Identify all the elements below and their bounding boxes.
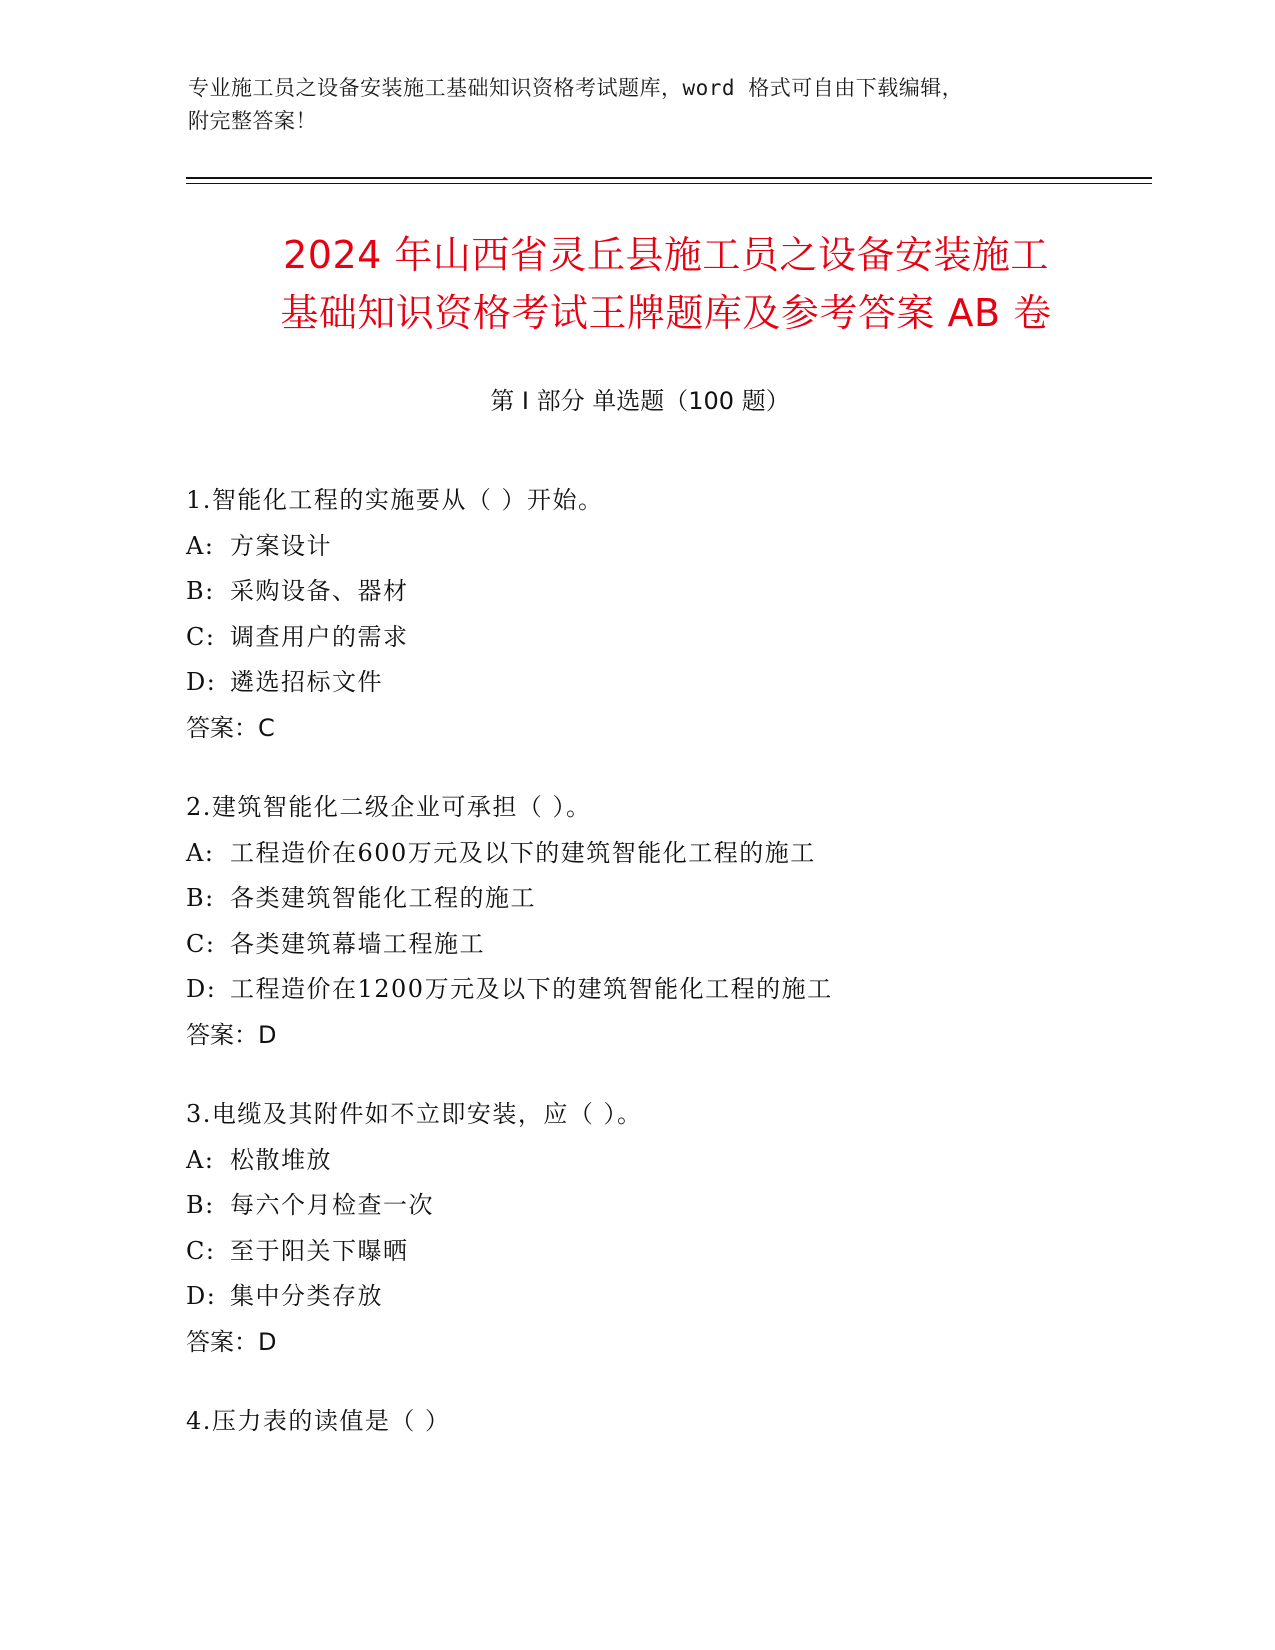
option-d <box>186 967 1146 1013</box>
option-text: 调查用户的需求 <box>230 622 409 651</box>
question-item <box>186 1399 1146 1445</box>
option-text: 各类建筑幕墙工程施工 <box>230 929 485 958</box>
question-stem: 2.建筑智能化二级企业可承担（ ）。 <box>186 793 592 821</box>
option-text: 工程造价在600万元及以下的建筑智能化工程的施工 <box>230 838 816 867</box>
option-b <box>186 876 1146 922</box>
option-text: 松散堆放 <box>230 1145 332 1174</box>
option-text: 遴选招标文件 <box>230 668 383 696</box>
option-letter: D: <box>186 1282 217 1310</box>
option-c <box>186 1229 1146 1275</box>
option-a <box>186 831 1146 877</box>
header-note-line-1: 专业施工员之设备安装施工基础知识资格考试题库，word 格式可自由下载编辑， <box>188 76 964 100</box>
option-letter: B: <box>186 577 215 605</box>
question-item <box>186 478 1146 751</box>
option-c <box>186 922 1146 968</box>
option-letter: D: <box>186 975 217 1003</box>
option-letter: B: <box>186 884 215 912</box>
answer-line: 答案：D <box>186 1327 277 1356</box>
header-divider-thin <box>186 183 1152 184</box>
question-item <box>186 1092 1146 1365</box>
document-title-line-2: 基础知识资格考试王牌题库及参考答案 AB 卷 <box>280 291 1052 335</box>
option-b <box>186 1183 1146 1229</box>
option-text: 各类建筑智能化工程的施工 <box>230 884 536 912</box>
option-letter: C: <box>186 929 216 958</box>
question-stem: 1.智能化工程的实施要从（ ）开始。 <box>186 486 604 514</box>
option-text: 至于阳关下曝晒 <box>230 1236 409 1265</box>
question-item <box>186 785 1146 1058</box>
header-note-line-2: 附完整答案！ <box>188 109 317 133</box>
question-stem: 3.电缆及其附件如不立即安装，应（ ）。 <box>186 1100 643 1128</box>
section-heading: 第 I 部分 单选题（100 题） <box>490 387 790 415</box>
option-c <box>186 615 1146 661</box>
option-letter: A: <box>186 838 215 867</box>
question-stem: 4.压力表的读值是（ ） <box>186 1407 451 1435</box>
answer-line: 答案：C <box>186 713 275 742</box>
option-text: 工程造价在1200万元及以下的建筑智能化工程的施工 <box>230 975 833 1003</box>
option-d <box>186 660 1146 706</box>
document-title-line-1: 2024 年山西省灵丘县施工员之设备安装施工 <box>283 233 1049 277</box>
option-text: 方案设计 <box>230 531 332 560</box>
option-letter: D: <box>186 668 217 696</box>
option-letter: C: <box>186 1236 216 1265</box>
option-text: 每六个月检查一次 <box>230 1191 434 1219</box>
header-divider-thick <box>186 177 1152 179</box>
option-text: 集中分类存放 <box>230 1282 383 1310</box>
option-d <box>186 1274 1146 1320</box>
option-b <box>186 569 1146 615</box>
document-title <box>186 226 1146 342</box>
option-letter: C: <box>186 622 216 651</box>
option-letter: A: <box>186 531 215 560</box>
option-letter: A: <box>186 1145 215 1174</box>
document-header-note <box>188 72 1088 138</box>
option-a <box>186 1138 1146 1184</box>
question-list <box>186 478 1146 1479</box>
option-text: 采购设备、器材 <box>230 577 409 605</box>
option-a <box>186 524 1146 570</box>
option-letter: B: <box>186 1191 215 1219</box>
answer-line: 答案：D <box>186 1020 277 1049</box>
